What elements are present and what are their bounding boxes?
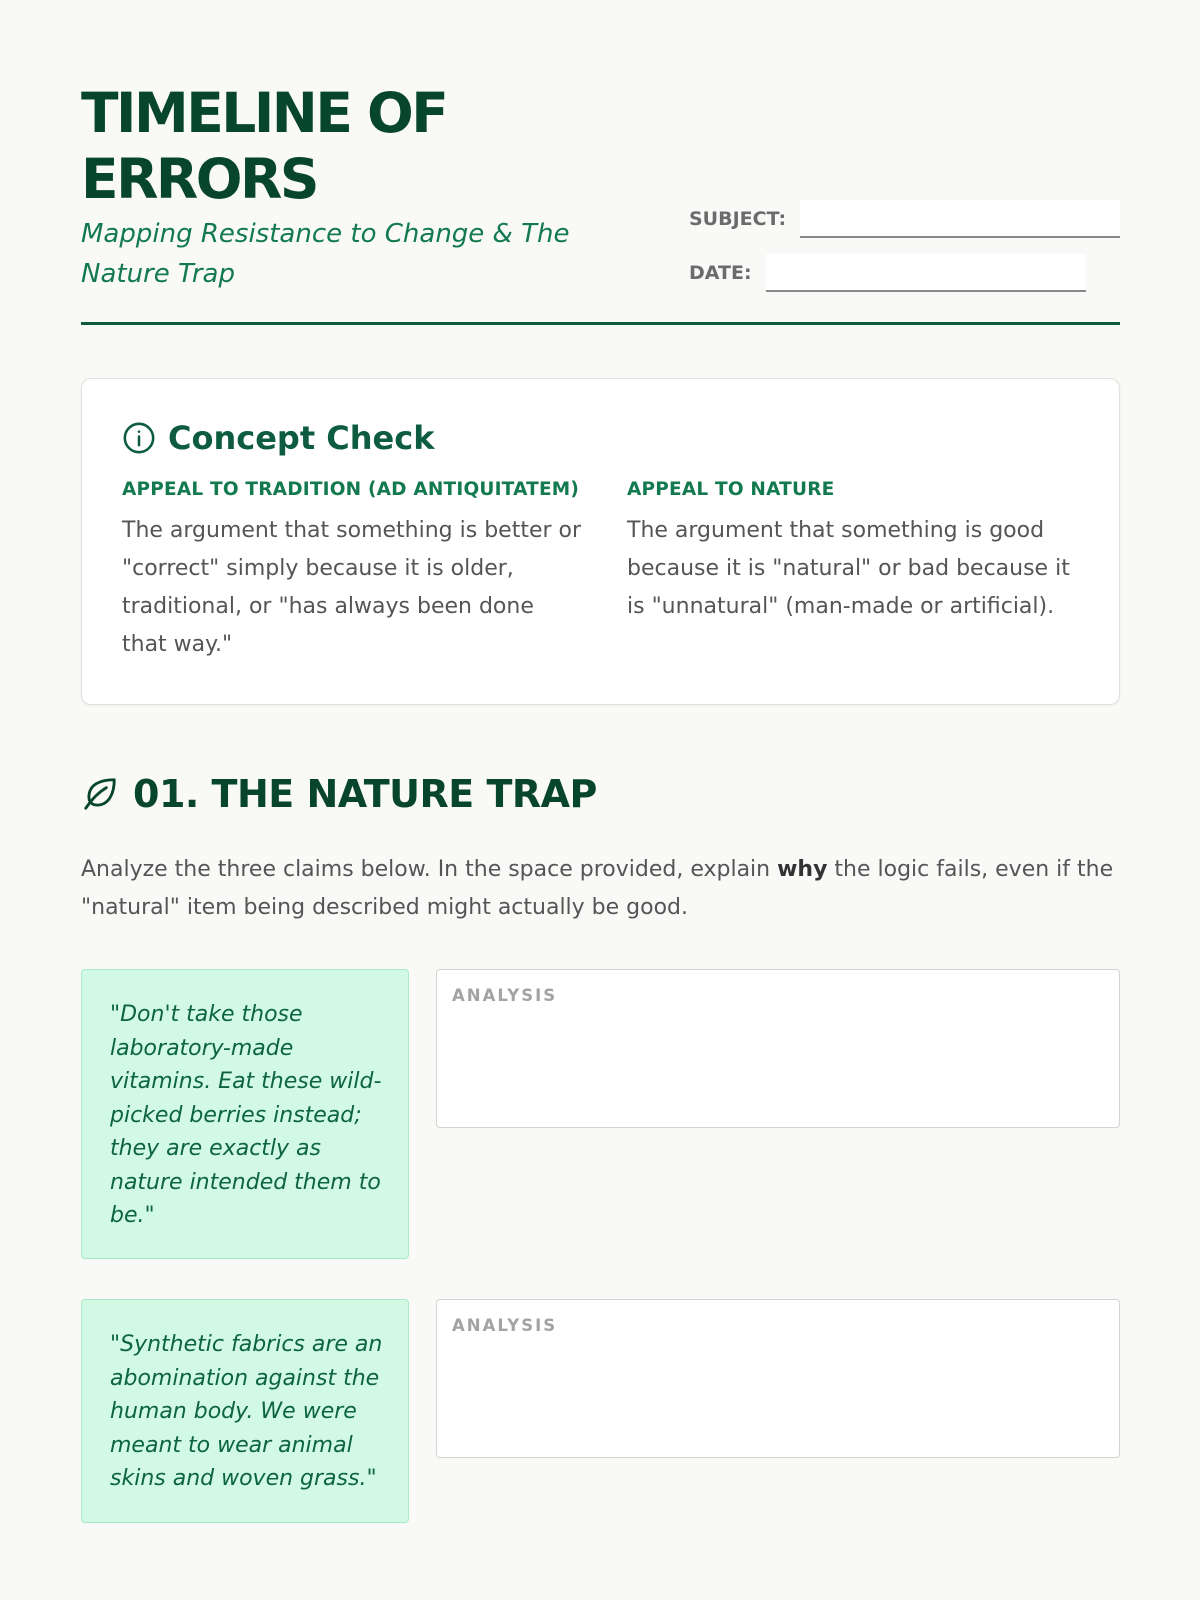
instructions-emphasis: why xyxy=(777,857,828,882)
concept-check-heading xyxy=(122,419,434,457)
instructions-text: Analyze the three claims below. In the space provided, explain xyxy=(81,857,778,882)
worksheet-page xyxy=(81,0,1120,1491)
term-definition: The argument that something is better or "correct" simply because it is older, traditional, or "has always been done that way." xyxy=(122,518,582,657)
claim-quote: "Don't take those laboratory-made vitamins. Eat these wild-picked berries instead; they are exactly as nature intended them to be." xyxy=(81,969,409,1259)
claim-quote: "Synthetic fabrics are an abomination against the human body. We were meant to wear animal skins and woven grass." xyxy=(81,1299,409,1523)
subject-field-row xyxy=(689,200,1120,238)
analysis-label: ANALYSIS xyxy=(452,1316,558,1335)
section-instructions xyxy=(81,851,1120,927)
analysis-box[interactable] xyxy=(436,969,1120,1128)
analysis-box[interactable] xyxy=(436,1299,1120,1458)
section-heading xyxy=(81,772,597,816)
term-name: APPEAL TO TRADITION (AD ANTIQUITATEM) xyxy=(122,479,580,500)
analysis-label: ANALYSIS xyxy=(452,986,558,1005)
date-field-row xyxy=(689,254,1086,292)
page-title: TIMELINE OF ERRORS xyxy=(81,81,447,211)
date-label: DATE: xyxy=(689,262,752,284)
page-subtitle: Mapping Resistance to Change & The Nature Trap xyxy=(81,219,570,289)
subject-input[interactable] xyxy=(800,200,1120,238)
section-title: 01. THE NATURE TRAP xyxy=(133,772,597,816)
instructions-text: the logic fails, even if the "natural" item being described might actually be good. xyxy=(81,857,1114,920)
info-circle-icon xyxy=(122,421,156,455)
term-definition: The argument that something is good because it is "natural" or bad because it is "unnatural" (man-made or artificial). xyxy=(627,518,1070,619)
concept-check-card xyxy=(81,378,1120,705)
worksheet-header xyxy=(81,0,1120,325)
term-appeal-to-tradition xyxy=(122,479,582,664)
concept-check-title: Concept Check xyxy=(168,419,435,457)
subject-label: SUBJECT: xyxy=(689,208,787,230)
term-name: APPEAL TO NATURE xyxy=(627,479,835,500)
leaf-icon xyxy=(81,775,119,813)
date-input[interactable] xyxy=(766,254,1086,292)
term-appeal-to-nature xyxy=(627,479,1087,626)
